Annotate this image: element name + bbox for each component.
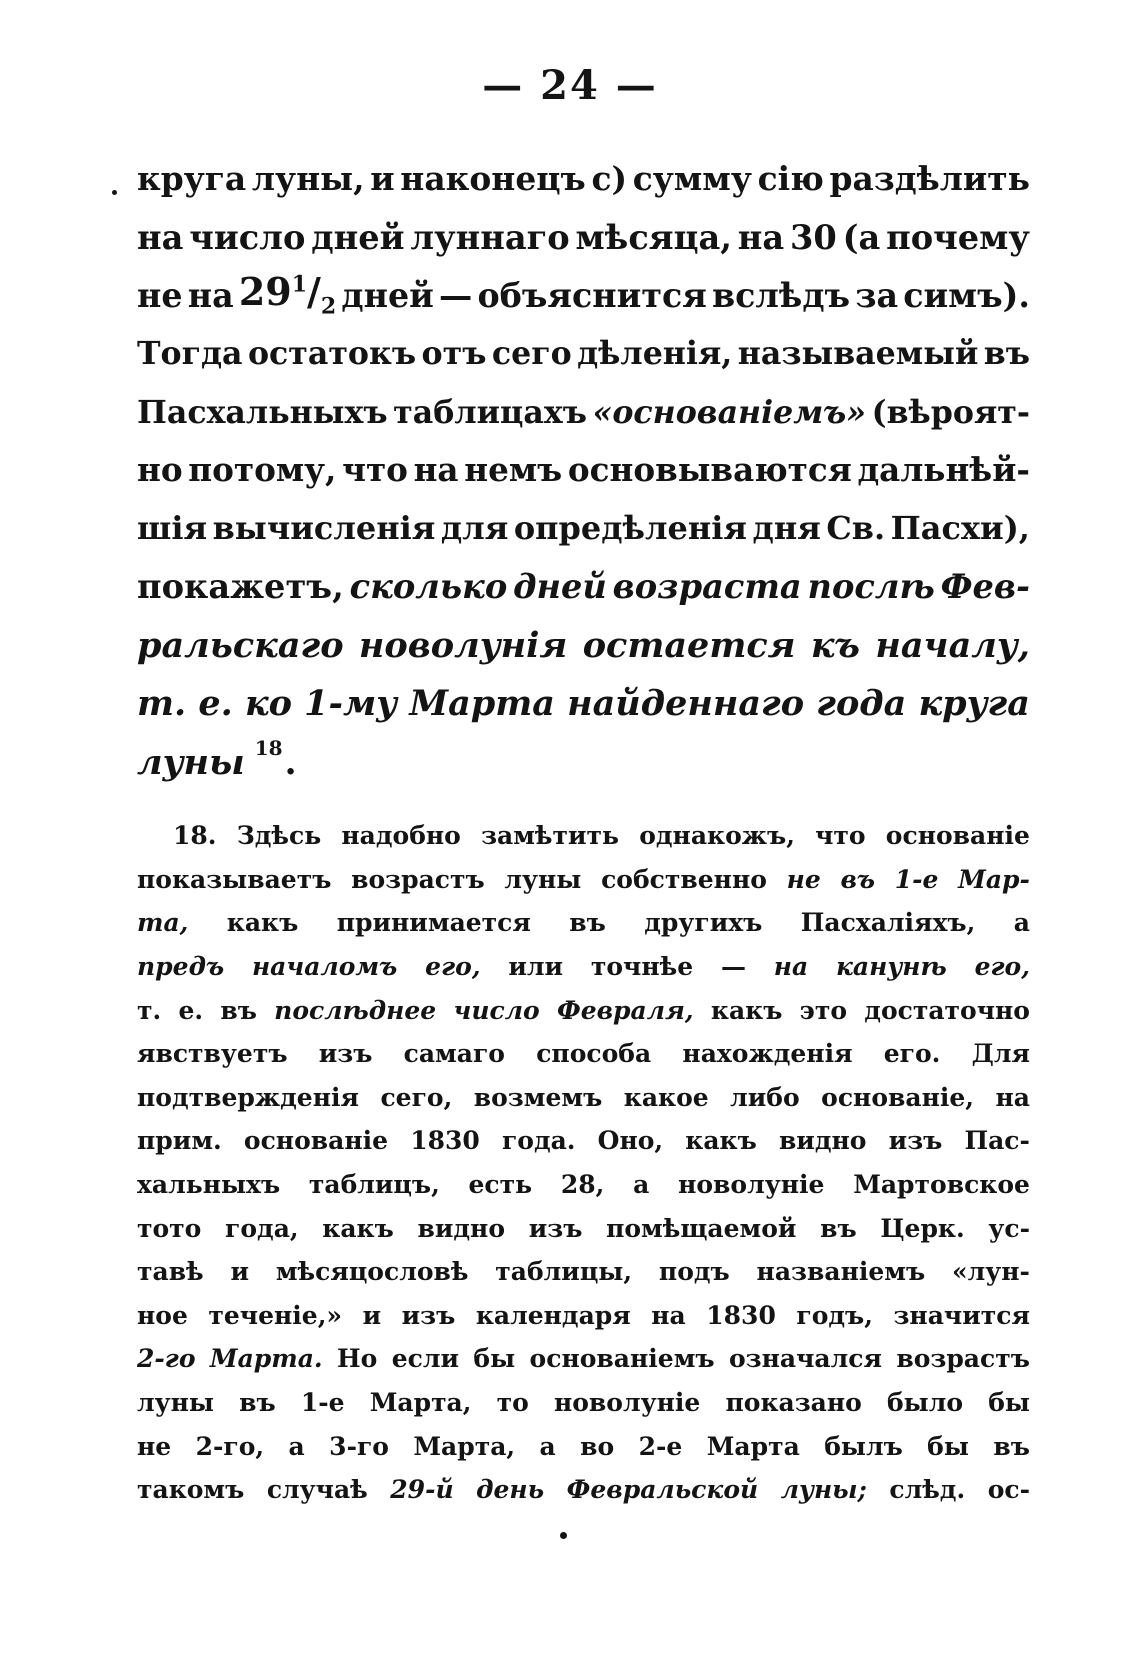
word: слѣд. [889, 1475, 966, 1505]
word: Пасхи), [890, 508, 1030, 547]
word: изъ [528, 1213, 583, 1243]
word: шія [137, 508, 208, 547]
word: число [189, 216, 306, 257]
word: потому, [188, 450, 337, 490]
word-italic: 1-е [894, 864, 939, 894]
word-italic: возраста [612, 566, 802, 607]
word: основаніе [885, 821, 1030, 851]
word-italic: луны; [780, 1475, 867, 1505]
word-italic: е. [198, 683, 233, 725]
print-speck [112, 190, 117, 195]
word: (вѣроят- [871, 393, 1030, 431]
word: Здѣсь [236, 821, 322, 851]
word: въ [220, 995, 257, 1025]
word-italic: Фев- [940, 566, 1030, 607]
word: другихъ [644, 908, 763, 938]
word: сего, [380, 1082, 453, 1112]
word-italic: послѣ [807, 566, 935, 607]
word-italic: 1-му [304, 683, 398, 725]
footnote-line-11 [137, 1250, 1030, 1294]
main-line-10 [137, 675, 1030, 733]
main-line-5 [137, 383, 1030, 441]
word-italic: новолунія [358, 625, 568, 667]
footnote-line-5 [137, 988, 1030, 1032]
word: но [137, 450, 183, 490]
word: означался [728, 1344, 882, 1374]
footnote-line-13 [137, 1337, 1030, 1381]
word-italic: число [453, 995, 540, 1025]
word: на [651, 1300, 686, 1330]
word: 1830 [706, 1300, 776, 1330]
word: Но [337, 1344, 378, 1374]
word: Марта, [369, 1388, 472, 1418]
word: 1830 [410, 1126, 480, 1156]
word: Пас- [964, 1126, 1030, 1156]
word-italic: 2-го [137, 1344, 196, 1374]
word: почему [886, 216, 1030, 257]
word: изъ [318, 1039, 373, 1069]
word: года. [501, 1126, 576, 1156]
word: замѣтить [481, 821, 620, 851]
word-italic: сколько [349, 566, 508, 607]
word: значится [893, 1300, 1030, 1330]
word-italic: началомъ [251, 952, 398, 982]
word-italic: Февральской [566, 1475, 759, 1505]
word-italic: къ [810, 625, 861, 667]
word: либо [730, 1082, 800, 1112]
word: какое [623, 1082, 709, 1112]
word: основаніемъ [529, 1344, 715, 1374]
word: 30 [790, 216, 837, 257]
word: показано [725, 1388, 862, 1418]
word: теченіе,» [208, 1300, 343, 1330]
word: 28, [560, 1170, 605, 1200]
footnote-line-1 [137, 814, 1030, 858]
word: принимается [336, 908, 531, 938]
word: въ [993, 1431, 1030, 1461]
word: въ [983, 335, 1030, 373]
word: прим. [137, 1126, 222, 1156]
word: дней [311, 216, 405, 257]
word-italic: день [476, 1475, 545, 1505]
footnote-line-16 [137, 1468, 1030, 1512]
word: на [137, 216, 184, 257]
word: основаніе [243, 1126, 389, 1156]
word: ное [137, 1300, 188, 1330]
main-line-3 [137, 267, 1030, 325]
main-line-8 [137, 558, 1030, 616]
word-italic: т. [137, 683, 187, 725]
word-italic: дней [513, 566, 607, 607]
word: хальныхъ [137, 1170, 281, 1200]
word: тото [137, 1213, 202, 1243]
word: это [799, 995, 848, 1025]
word-italic: Марта [409, 683, 555, 725]
word: 2-е [638, 1431, 683, 1461]
word: с) [591, 158, 627, 198]
word-italic: канунѣ [836, 952, 947, 982]
main-line-7 [137, 500, 1030, 558]
word: 1-е [300, 1388, 345, 1418]
word: новолуніе [553, 1388, 701, 1418]
word-italic: луны [137, 741, 245, 783]
word: опредѣленія [513, 508, 747, 547]
word: «лун- [952, 1257, 1030, 1287]
main-line-2 [137, 208, 1030, 266]
word: а [633, 1170, 650, 1200]
word-italic: послѣднее [274, 995, 437, 1025]
word: вслѣдъ [712, 276, 851, 316]
word: если [391, 1344, 460, 1374]
word: бы [988, 1388, 1030, 1418]
word-italic: предъ [137, 952, 225, 982]
footnote-line-12 [137, 1294, 1030, 1338]
word: симъ). [903, 276, 1030, 316]
word: какъ [685, 1126, 757, 1156]
word: мѣсяца, [575, 216, 732, 257]
word: самаго [403, 1039, 505, 1069]
word: луны [504, 864, 582, 894]
word: или [508, 952, 564, 982]
word-italic: ральскаго [137, 625, 344, 667]
word: а [539, 1431, 556, 1461]
footnote-number: 18. [173, 821, 217, 851]
word: сумму [632, 158, 752, 198]
word: случаѣ [266, 1475, 368, 1505]
main-line-1 [137, 150, 1030, 208]
word: видно [778, 1126, 867, 1156]
word: нахожденія [682, 1039, 853, 1069]
main-line-11 [137, 733, 1030, 791]
word: подъ [658, 1257, 730, 1287]
word: на [995, 1082, 1030, 1112]
word: календаря [475, 1300, 631, 1330]
word: годъ, [796, 1300, 873, 1330]
word: какъ [710, 995, 783, 1025]
word: однакожъ, [639, 821, 795, 851]
footnote-line-2 [137, 858, 1030, 902]
word-italic: Февраля, [557, 995, 694, 1025]
word: е. [178, 995, 204, 1025]
word: — [439, 276, 473, 316]
word: возмемъ [473, 1082, 603, 1112]
fraction-denominator: 2 [320, 294, 337, 321]
word-italic: Мар- [958, 864, 1030, 894]
word: т. [137, 995, 162, 1025]
word: таблицъ, [308, 1170, 440, 1200]
word: 2-го, [195, 1431, 265, 1461]
period: . [284, 741, 297, 783]
word: возрастъ [351, 864, 485, 894]
word: Пасхальныхъ [137, 393, 388, 431]
word: покажетъ, [137, 566, 344, 607]
word-italic: его, [974, 952, 1030, 982]
word: а [288, 1431, 305, 1461]
word: вычисленія [212, 508, 436, 547]
word-italic: остается [582, 625, 796, 667]
word: и [230, 1257, 250, 1287]
word: на [737, 216, 785, 257]
footnote-line-14 [137, 1381, 1030, 1425]
footnote-reference: 18 [254, 736, 283, 761]
word-italic: ко [244, 683, 292, 725]
word: за [855, 276, 899, 316]
word: во [580, 1431, 615, 1461]
word-italic: началу, [875, 625, 1030, 667]
word: есть [468, 1170, 533, 1200]
word: собственно [601, 864, 767, 894]
word: и [370, 158, 395, 198]
footnote-line-15 [137, 1424, 1030, 1468]
footnote-line-6 [137, 1032, 1030, 1076]
main-line-4 [137, 325, 1030, 383]
word: то [496, 1388, 529, 1418]
word: возрастъ [896, 1344, 1030, 1374]
word: (а [842, 216, 881, 257]
footnote [137, 814, 1030, 1512]
word: названіемъ [756, 1257, 926, 1287]
footnote-line-8 [137, 1119, 1030, 1163]
word: явствуетъ [137, 1039, 288, 1069]
word: изъ [401, 1300, 456, 1330]
word: луннаго [410, 216, 570, 257]
word: и [362, 1300, 382, 1330]
word: сію [757, 158, 824, 198]
word: бы [473, 1344, 516, 1374]
footnote-line-3 [137, 901, 1030, 945]
word: года, [225, 1213, 299, 1243]
word: Мартовское [853, 1170, 1030, 1200]
word: что [342, 450, 408, 490]
word: Св. [826, 508, 886, 547]
word-italic: «основаніемъ» [592, 393, 866, 431]
word: на [187, 276, 234, 316]
word-italic: найденнаго [567, 683, 805, 725]
word: въ [569, 908, 606, 938]
fraction-whole: 29 [238, 269, 292, 315]
word: — [720, 952, 746, 982]
word: Марта [706, 1431, 800, 1461]
word: показываетъ [137, 864, 332, 894]
footnote-line-9 [137, 1163, 1030, 1207]
word: таблицы, [495, 1257, 633, 1287]
word: отъ [421, 335, 487, 373]
word: на [413, 450, 459, 490]
word: былъ [824, 1431, 903, 1461]
word: дѣленія, [577, 335, 733, 373]
word: подтвержденія [137, 1082, 359, 1112]
word: способа [536, 1039, 652, 1069]
word-italic: та, [137, 908, 189, 938]
word: остатокъ [247, 335, 417, 373]
word: помѣщаемой [606, 1213, 797, 1243]
word: луны, [251, 158, 365, 198]
word: въ [239, 1388, 276, 1418]
word: ус- [988, 1213, 1030, 1243]
word: объяснится [477, 276, 707, 316]
word: Оно, [597, 1126, 664, 1156]
fraction-numerator: 1 [291, 271, 308, 298]
word: дальнѣй- [857, 450, 1030, 490]
word-italic: его, [425, 952, 481, 982]
word: луны [137, 1388, 214, 1418]
fraction-slash: / [307, 269, 321, 315]
word: ос- [987, 1475, 1030, 1505]
word: таблицахъ [393, 393, 587, 431]
word: бы [927, 1431, 969, 1461]
word: не [137, 1431, 172, 1461]
word: изъ [888, 1126, 943, 1156]
word: Церк. [880, 1213, 965, 1243]
word: для [440, 508, 509, 547]
word: наконецъ [400, 158, 586, 198]
footnote-line-10 [137, 1206, 1030, 1250]
word-italic: на [773, 952, 809, 982]
word: его. [883, 1039, 941, 1069]
word-italic: круга [918, 683, 1030, 725]
word: раздѣлить [829, 158, 1030, 198]
word: основываются [567, 450, 852, 490]
word: Марта, [413, 1431, 516, 1461]
word: 3-го [329, 1431, 389, 1461]
word-italic: года [816, 683, 907, 725]
word: мѣсяцословѣ [275, 1257, 469, 1287]
word: видно [417, 1213, 506, 1243]
word: въ [820, 1213, 857, 1243]
word-italic: не [786, 864, 821, 894]
word: дней [341, 276, 434, 316]
word: какъ [322, 1213, 394, 1243]
word-italic: 29-й [390, 1475, 454, 1505]
word: новолуніе [678, 1170, 825, 1200]
word: такомъ [137, 1475, 245, 1505]
word-italic: въ [840, 864, 876, 894]
print-speck [560, 1532, 567, 1539]
main-line-6 [137, 441, 1030, 499]
word: круга [137, 158, 247, 198]
word: достаточно [864, 995, 1030, 1025]
footnote-line-4 [137, 945, 1030, 989]
main-text [137, 150, 1030, 791]
word: надобно [341, 821, 461, 851]
word: называемый [737, 335, 979, 373]
word: тавѣ [137, 1257, 204, 1287]
main-line-9 [137, 616, 1030, 674]
word: сего [491, 335, 572, 373]
footnote-line-7 [137, 1076, 1030, 1120]
page-number: — 24 — [482, 62, 658, 109]
word: какъ [226, 908, 299, 938]
word-italic: Марта. [209, 1344, 323, 1374]
word: было [886, 1388, 964, 1418]
word: а [1013, 908, 1030, 938]
word: точнѣе [590, 952, 694, 982]
word: Пасхаліяхъ, [800, 908, 976, 938]
word: не [137, 276, 183, 316]
word: Тогда [137, 335, 243, 373]
fraction-29-and-half [238, 269, 337, 321]
word: что [815, 821, 866, 851]
word: дня [752, 508, 821, 547]
word: немъ [464, 450, 563, 490]
word: Для [971, 1039, 1030, 1069]
word: основаніе, [821, 1082, 975, 1112]
